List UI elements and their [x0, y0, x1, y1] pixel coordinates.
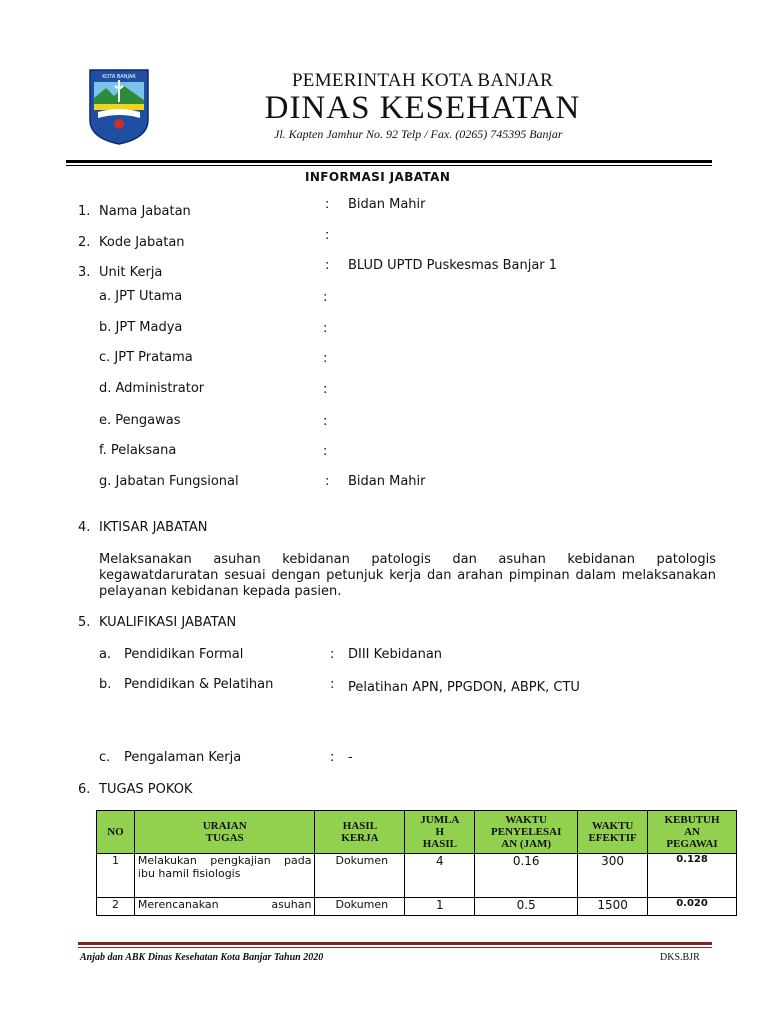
cell-waktu: 0.16: [475, 854, 578, 898]
section-num: 6.: [78, 782, 91, 797]
footer-title: Anjab dan ABK Dinas Kesehatan Kota Banjar Tahun 2020: [80, 952, 324, 963]
col-jumlah: JUMLA H HASIL: [405, 811, 475, 854]
unit-colon: :: [323, 290, 328, 305]
field-label-unit-kerja: Unit Kerja: [99, 265, 163, 280]
section-num: 4.: [78, 520, 91, 535]
cell-kebutuhan: 0.020: [648, 898, 737, 916]
unit-colon: :: [323, 444, 328, 459]
unit-label: c. JPT Pratama: [99, 350, 193, 365]
unit-label: f. Pelaksana: [99, 443, 177, 458]
unit-colon: :: [323, 414, 328, 429]
field-colon: :: [325, 258, 330, 273]
unit-colon: :: [323, 321, 328, 336]
unit-label: a. JPT Utama: [99, 289, 183, 304]
col-kebutuhan: KEBUTUH AN PEGAWAI: [648, 811, 737, 854]
cell-hasil: Dokumen: [315, 854, 405, 898]
document-title: INFORMASI JABATAN: [305, 170, 451, 184]
kualifikasi-colon: :: [330, 750, 335, 765]
header-agency: DINAS KESEHATAN: [264, 90, 581, 126]
header-government: PEMERINTAH KOTA BANJAR: [291, 70, 554, 91]
field-value-nama-jabatan: Bidan Mahir: [348, 197, 426, 212]
field-label-kode-jabatan: Kode Jabatan: [99, 235, 185, 250]
header-address: Jl. Kapten Jamhur No. 92 Telp / Fax. (0265) 745395 Banjar: [274, 127, 563, 141]
cell-hasil: Dokumen: [315, 898, 405, 916]
cell-efektif: 300: [578, 854, 648, 898]
unit-label: e. Pengawas: [99, 413, 181, 428]
kualifikasi-letter: b.: [99, 677, 112, 692]
cell-kebutuhan: 0.128: [648, 854, 737, 898]
tugas-table: [96, 810, 737, 916]
header-rule-thin: [66, 165, 712, 166]
section-heading-kualifikasi: KUALIFIKASI JABATAN: [99, 615, 237, 630]
cell-uraian: Merencanakan asuhan: [134, 898, 315, 916]
cell-efektif: 1500: [578, 898, 648, 916]
kualifikasi-colon: :: [330, 647, 335, 662]
kualifikasi-value: DIII Kebidanan: [348, 647, 443, 662]
logo-text: KOTA BANJAR: [102, 74, 136, 80]
kualifikasi-label: Pendidikan & Pelatihan: [124, 677, 274, 692]
footer-rule-thick: [78, 942, 712, 945]
section-heading-tugas: TUGAS POKOK: [99, 782, 193, 797]
unit-label: d. Administrator: [99, 381, 205, 396]
kualifikasi-label: Pengalaman Kerja: [124, 750, 242, 765]
unit-colon: :: [323, 351, 328, 366]
kualifikasi-letter: c.: [99, 750, 111, 765]
section-heading-ikhtisar: IKTISAR JABATAN: [99, 520, 208, 535]
ikhtisar-paragraph: Melaksanakan asuhan kebidanan patologis dan asuhan kebidanan patologis kegawatdaruratan sesuai dengan petunjuk kerja dan arahan pimpinan dalam melaksanakan pelayanan kebidanan kepada pasien.: [99, 552, 716, 599]
field-value-unit-kerja: BLUD UPTD Puskesmas Banjar 1: [348, 258, 558, 273]
unit-value-jabatan-fungsional: Bidan Mahir: [348, 474, 426, 489]
kualifikasi-label: Pendidikan Formal: [124, 647, 244, 662]
col-hasil: HASIL KERJA: [315, 811, 405, 854]
col-uraian: URAIAN TUGAS: [134, 811, 315, 854]
col-efektif: WAKTU EFEKTIF: [578, 811, 648, 854]
footer-rule-thin: [78, 947, 712, 948]
kualifikasi-value: -: [348, 750, 353, 765]
table-header-row: [97, 811, 737, 854]
field-colon: :: [325, 197, 330, 212]
unit-colon: :: [323, 382, 328, 397]
kualifikasi-colon: :: [330, 677, 335, 692]
header-rule-thick: [66, 160, 712, 163]
cell-no: 1: [97, 854, 135, 898]
cell-jumlah: 1: [405, 898, 475, 916]
kualifikasi-letter: a.: [99, 647, 112, 662]
field-num: 3.: [78, 265, 91, 280]
cell-waktu: 0.5: [475, 898, 578, 916]
field-num: 1.: [78, 204, 91, 219]
cell-no: 2: [97, 898, 135, 916]
table-row: [97, 898, 737, 916]
kualifikasi-value: Pelatihan APN, PPGDON, ABPK, CTU: [348, 680, 580, 695]
col-no: NO: [97, 811, 135, 854]
unit-colon: :: [325, 474, 330, 489]
section-num: 5.: [78, 615, 91, 630]
field-colon: :: [325, 228, 330, 243]
unit-label: g. Jabatan Fungsional: [99, 474, 239, 489]
cell-uraian: Melakukan pengkajian pada ibu hamil fisiologis: [134, 854, 315, 898]
city-emblem-logo: [88, 68, 150, 146]
field-num: 2.: [78, 235, 91, 250]
table-row: [97, 854, 737, 898]
field-label-nama-jabatan: Nama Jabatan: [99, 204, 191, 219]
unit-label: b. JPT Madya: [99, 320, 183, 335]
col-waktu: WAKTU PENYELESAI AN (JAM): [475, 811, 578, 854]
cell-jumlah: 4: [405, 854, 475, 898]
footer-code: DKS.BJR: [660, 952, 700, 963]
